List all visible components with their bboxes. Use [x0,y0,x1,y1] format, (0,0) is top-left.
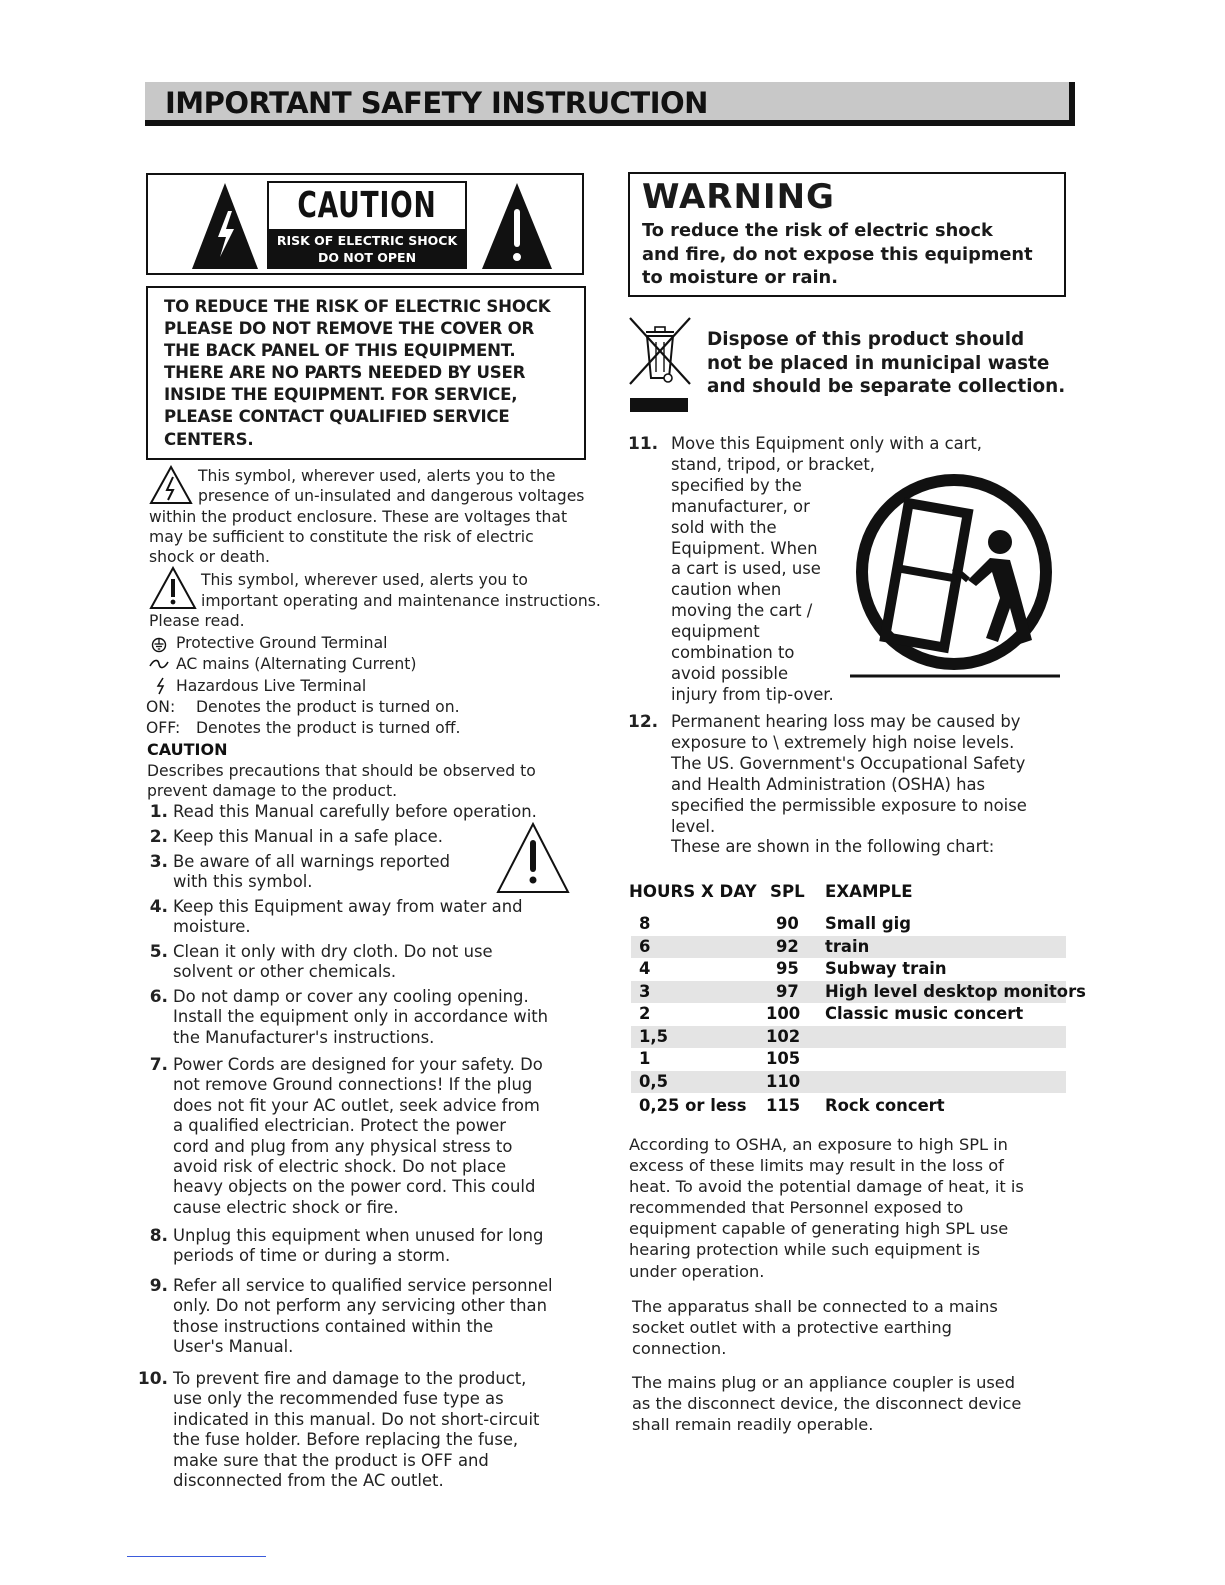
exclamation-warning-icon [480,181,554,271]
item-text: a qualified electrician. Protect the power [173,1116,507,1136]
header-bar [145,82,1075,126]
osha-line: excess of these limits may result in the loss of [629,1156,1004,1176]
item-text: To prevent fire and damage to the product, [173,1369,527,1388]
list-item-4 [128,897,523,938]
osha-line: equipment capable of generating high SPL use [629,1219,1009,1239]
off-label: OFF: [146,719,181,737]
list-item-7 [128,1055,543,1218]
table-row [631,958,1066,980]
item-text: indicated in this manual. Do not short-circuit [173,1409,540,1429]
cell-hours: 0,25 or less [639,1096,747,1115]
caution-label-line2: DO NOT OPEN [317,250,417,265]
item-number: 3. [149,852,168,872]
item-number: 1. [149,802,168,822]
item-text: combination to [671,643,795,663]
item-text: Clean it only with dry cloth. Do not use [173,942,493,961]
cell-hours: 1 [639,1049,651,1068]
earthing-line: connection. [632,1339,727,1359]
list-item-2 [128,827,443,847]
item-text: make sure that the product is OFF and [173,1450,489,1470]
item-text: Keep this Equipment away from water and [173,897,523,916]
item-text: sold with the [671,517,777,537]
voltage-symbol-text: may be sufficient to constitute the risk of electric [149,528,534,546]
cell-hours: 8 [639,914,651,933]
item-text: only. Do not perform any servicing other than [173,1296,547,1316]
item-text: Power Cords are designed for your safety. Do [173,1055,543,1074]
osha-line: heat. To avoid the potential damage of heat, it is [629,1177,1024,1197]
dispose-text [707,328,1065,399]
item-text: periods of time or during a storm. [173,1246,451,1266]
item-text: disconnected from the AC outlet. [173,1471,444,1491]
item-text: Keep this Manual in a safe place. [173,827,443,846]
item-text: specified by the [671,475,802,495]
list-item-9 [128,1276,553,1358]
item-text: and Health Administration (OSHA) has [671,774,986,794]
item-text: exposure to \ extremely high noise levels. [671,732,1015,752]
off-text: Denotes the product is turned off. [196,719,461,737]
ground-icon [151,637,167,653]
list-item-5 [128,942,493,983]
voltage-symbol-text: This symbol, wherever used, alerts you to the [198,467,556,485]
live-label: Hazardous Live Terminal [176,677,367,695]
caution-label-line1: RISK OF ELECTRIC SHOCK [276,233,458,248]
cell-hours: 2 [639,1004,651,1023]
shock-line: THE BACK PANEL OF THIS EQUIPMENT. [164,341,516,361]
item-number: 9. [149,1276,168,1296]
item-text: not remove Ground connections! If the plug [173,1075,533,1095]
important-symbol-text: This symbol, wherever used, alerts you to [201,571,528,589]
caution-desc: prevent damage to the product. [147,782,398,800]
osha-paragraph [629,1134,1024,1282]
table-row [631,1026,1066,1048]
cell-example: Classic music concert [825,1004,1024,1023]
cell-example: Rock concert [825,1096,945,1115]
cell-spl: 90 [776,914,799,933]
list-item-1 [128,802,537,822]
warning-box [628,172,1066,297]
warning-line: and fire, do not expose this equipment [642,243,1033,265]
shock-line: THERE ARE NO PARTS NEEDED BY USER [164,363,526,383]
table-header-spl: SPL [770,882,805,901]
osha-line: According to OSHA, an exposure to high SPL in [629,1135,1008,1154]
cell-example: Subway train [825,959,947,978]
cell-hours: 1,5 [639,1027,669,1046]
cell-spl: 115 [766,1096,801,1115]
cell-spl: 100 [766,1004,801,1023]
cell-spl: 110 [766,1072,801,1091]
item-text: moving the cart / [671,601,813,621]
table-row [631,1071,1066,1093]
item-text: Refer all service to qualified service personnel [173,1276,553,1295]
item-number: 12. [628,712,659,732]
table-row [631,936,1066,958]
item-text: Permanent hearing loss may be caused by [671,712,1021,731]
list-item-8 [128,1226,543,1267]
item-text: the Manufacturer's instructions. [173,1027,435,1047]
cell-hours: 4 [639,959,651,978]
ground-label: Protective Ground Terminal [176,634,388,652]
item-text: with this symbol. [173,872,313,892]
cell-hours: 6 [639,937,651,956]
crossed-bin-icon [628,316,692,416]
shock-notice-box [146,286,586,460]
earthing-line: socket outlet with a protective earthing [632,1318,952,1338]
item-text: stand, tripod, or bracket, [671,454,876,474]
warning-line: To reduce the risk of electric shock [642,220,993,241]
table-row [631,981,1086,1003]
disconnect-line: The mains plug or an appliance coupler is used [632,1373,1016,1392]
caution-label-title: CAUTION [297,185,437,226]
item-number: 7. [149,1055,168,1075]
caution-box [146,173,584,275]
item-text: heavy objects on the power cord. This could [173,1177,536,1197]
table-header-hours: HOURS X DAY [629,882,757,901]
disconnect-line: shall remain readily operable. [632,1415,874,1435]
item-text: Do not damp or cover any cooling opening. [173,987,529,1006]
item-number: 4. [149,897,168,917]
disconnect-line: as the disconnect device, the disconnect device [632,1394,1022,1414]
footer-link-underline[interactable] [127,1556,266,1557]
list-item-10 [128,1369,539,1491]
item-number: 11. [628,434,659,454]
item-text: level. [671,816,716,836]
item-text: Unplug this equipment when unused for long [173,1226,544,1245]
electric-hazard-icon [190,181,260,271]
caution-heading: CAUTION [147,740,228,759]
shock-line: TO REDUCE THE RISK OF ELECTRIC SHOCK [164,297,551,316]
table-row [631,1095,1066,1117]
page-title: IMPORTANT SAFETY INSTRUCTION [165,86,708,120]
on-text: Denotes the product is turned on. [196,698,460,716]
voltage-symbol-text: presence of un-insulated and dangerous voltages [198,487,585,505]
list-item-12 [628,712,1027,858]
item-text: cord and plug from any physical stress to [173,1136,513,1156]
item-text: These are shown in the following chart: [671,837,995,857]
cell-spl: 105 [766,1049,801,1068]
osha-line: recommended that Personnel exposed to [629,1198,964,1218]
item-text: Equipment. When [671,538,818,558]
disconnect-paragraph [632,1372,1021,1435]
cell-example: train [825,937,870,956]
item-text: moisture. [173,917,251,937]
cell-spl: 102 [766,1027,801,1046]
item-text: Be aware of all warnings reported [173,852,451,871]
item-text: User's Manual. [173,1337,294,1357]
shock-line: PLEASE CONTACT QUALIFIED SERVICE [164,407,510,427]
item-text: avoid possible [671,663,789,683]
item-text: cause electric shock or fire. [173,1197,399,1217]
cell-spl: 97 [776,982,799,1001]
item-text: caution when [671,580,782,600]
ac-icon [148,658,170,670]
dispose-line: and should be separate collection. [707,376,1066,397]
item-number: 2. [149,827,168,847]
important-symbol-text: Please read. [149,612,245,630]
cart-tipover-icon [850,468,1062,682]
earthing-paragraph [632,1296,998,1359]
table-row [631,1003,1066,1025]
cell-hours: 0,5 [639,1072,669,1091]
earthing-line: The apparatus shall be connected to a mains [632,1297,998,1316]
item-text: use only the recommended fuse type as [173,1389,504,1409]
item-text: avoid risk of electric shock. Do not place [173,1157,507,1177]
list-item-6 [128,987,548,1048]
shock-line: INSIDE THE EQUIPMENT. FOR SERVICE, [164,385,518,405]
item-number: 10. [137,1369,168,1389]
caution-label [267,181,467,269]
item-text: Move this Equipment only with a cart, [671,434,983,453]
table-row [631,913,1066,935]
voltage-symbol-text: shock or death. [149,548,271,566]
caution-label-band [267,229,467,269]
shock-line: PLEASE DO NOT REMOVE THE COVER OR [164,319,535,339]
dispose-line: not be placed in municipal waste [707,352,1050,374]
item-text: specified the permissible exposure to noise [671,795,1027,815]
ac-label: AC mains (Alternating Current) [176,655,417,673]
item-number: 5. [149,942,168,962]
on-label: ON: [146,698,176,716]
live-terminal-icon [155,677,167,695]
exclamation-triangle-icon [149,566,197,610]
caution-desc: Describes precautions that should be observed to [147,762,536,780]
voltage-symbol-text: within the product enclosure. These are voltages that [149,508,568,526]
item-text: manufacturer, or [671,496,810,516]
table-row [631,1048,1066,1070]
shock-line: CENTERS. [164,429,254,449]
item-text: The US. Government's Occupational Safety [671,753,1026,773]
exclamation-triangle-icon [496,822,570,894]
item-text: Read this Manual carefully before operation. [173,802,537,821]
item-text: injury from tip-over. [671,684,834,704]
item-number: 8. [149,1226,168,1246]
item-text: the fuse holder. Before replacing the fuse, [173,1430,519,1450]
item-text: Install the equipment only in accordance with [173,1007,549,1027]
item-text: solvent or other chemicals. [173,962,397,982]
osha-line: hearing protection while such equipment is [629,1240,981,1260]
item-text: does not fit your AC outlet, seek advice from [173,1095,540,1115]
cell-spl: 95 [776,959,799,978]
lightning-triangle-icon [149,465,193,505]
important-symbol-text: important operating and maintenance instructions. [201,592,601,610]
cell-spl: 92 [776,937,799,956]
cell-example: Small gig [825,914,911,933]
item-text: a cart is used, use [671,559,821,579]
item-text: those instructions contained within the [173,1316,494,1336]
warning-title: WARNING [642,177,835,217]
osha-line: under operation. [629,1261,765,1281]
item-text: equipment [671,622,760,642]
table-header-example: EXAMPLE [825,882,913,901]
cell-example: High level desktop monitors [825,982,1086,1001]
cell-hours: 3 [639,982,651,1001]
warning-line: to moisture or rain. [642,267,838,288]
item-number: 6. [149,987,168,1007]
list-item-3 [128,852,450,893]
dispose-line: Dispose of this product should [707,329,1025,350]
